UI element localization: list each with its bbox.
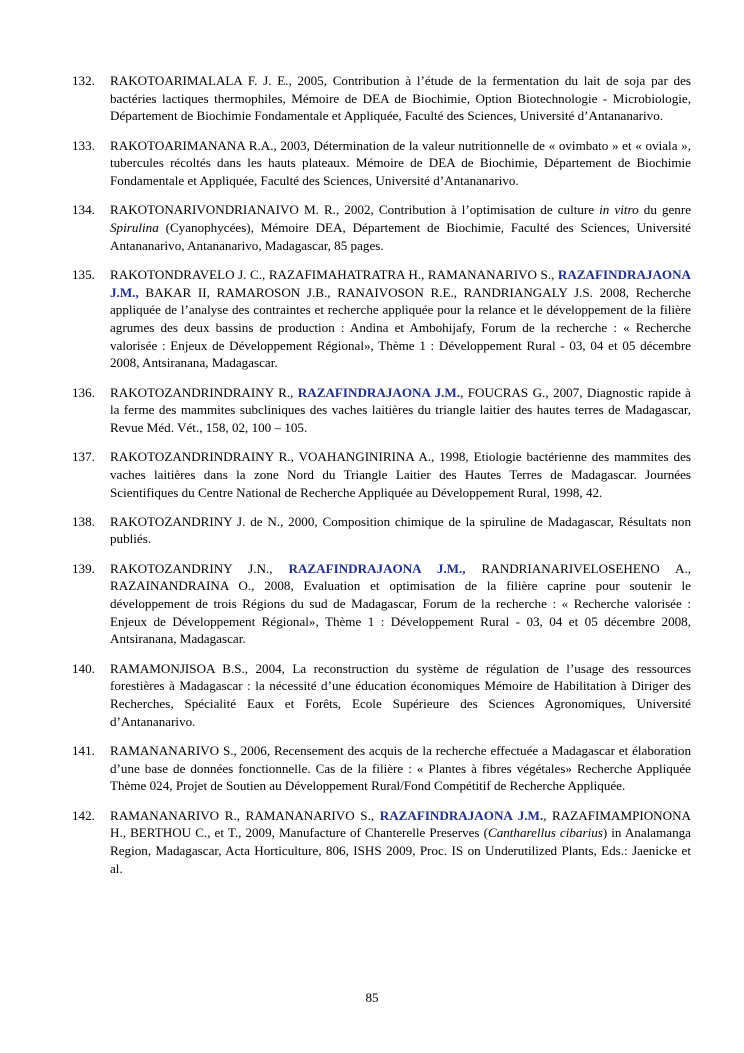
- reference-number: 133.: [72, 137, 95, 153]
- reference-text-segment: , RAZAFIMAMPIONONA H., BERTHOU C., et T., 2009, Manufacture of Chanterelle Preserves (: [110, 807, 692, 841]
- reference-entry: [72, 384, 691, 437]
- reference-number: 138.: [72, 513, 95, 529]
- reference-entry: [72, 448, 691, 501]
- reference-text: [110, 266, 691, 372]
- italic-term: in vitro: [599, 202, 639, 218]
- reference-text-segment: RAKOTOZANDRINY J. de N., 2000, Composition chimique de la spiruline de Madagascar, Résultats non publiés.: [110, 513, 691, 547]
- reference-text: [110, 660, 691, 731]
- reference-entry: [72, 72, 691, 125]
- reference-entry: [72, 560, 691, 649]
- reference-number: 132.: [72, 73, 95, 88]
- reference-text: [110, 72, 691, 125]
- reference-text-segment: , FOUCRAS G., 2007, Diagnostic rapide à la ferme des mammites subcliniques des vaches laitières du triangle laitier des hautes terres de Madagascar, Revue Méd. Vét., 158, 02, 100 – 105.: [110, 384, 691, 435]
- reference-number: 139.: [72, 560, 95, 576]
- reference-text-segment: RAKOTOARIMANANA R.A., 2003, Détermination de la valeur nutritionnelle de « ovimbato » et « oviala », tubercules récoltés dans les hauts plateaux. Mémoire de DEA de Biochimie, Département de Biochimie Fondamentale et Appliquée, Faculté des Sciences, Université d’Antananarivo.: [110, 137, 691, 189]
- reference-list: [72, 72, 691, 889]
- reference-entry: [72, 807, 691, 878]
- reference-text: [110, 807, 691, 878]
- italic-term: Spirulina: [110, 219, 159, 235]
- reference-entry: [72, 742, 691, 795]
- reference-text-segment: RAMANANARIVO S., 2006, Recensement des acquis de la recherche effectuée a Madagascar et élaboration d’une base de données fonctionnelle. Cas de la filière : « Plantes à fibres végétales» Recherche Appliquée Thème 024, Projet de Soutien au Développement Rural/Fond Compétitif de Recherche Appliquée.: [110, 743, 691, 794]
- reference-text-segment: RAMAMONJISOA B.S., 2004, La reconstruction du système de régulation de l’usage des ressources forestières à Madagascar : la nécessité d’une éducation économiques Mémoire de Habilitation à Diriger des Recherches, Spécialité Eaux et Forêts, Ecole Supérieure des Sciences Agronomiques, Université d’Antananarivo.: [110, 660, 691, 729]
- reference-text: [110, 742, 691, 795]
- page-number: 85: [365, 990, 379, 1005]
- highlighted-author: RAZAFINDRAJAONA J.M.: [379, 807, 544, 823]
- reference-text: [110, 513, 691, 548]
- reference-text: [110, 137, 691, 190]
- reference-text-segment: RANDRIANARIVELOSEHENO A., RAZAINANDRAINA O., 2008, Evaluation et optimisation de la filière caprine pour soutenir le développement de trois Régions du sud de Madagascar, Forum de la recherche : « Recherche valorisée : Enjeux de Développement Régional», Thème 1 : Développement Rural - 03, 04 et 05 décembre 2008, Antsiranana, Madagascar.: [110, 560, 691, 647]
- reference-text-segment: RAKOTOZANDRINY J.N.,: [110, 560, 289, 576]
- reference-entry: [72, 201, 691, 254]
- reference-entry: [72, 660, 691, 731]
- reference-number: 140.: [72, 660, 95, 676]
- reference-number: 136.: [72, 384, 95, 400]
- highlighted-author: RAZAFINDRAJAONA J.M.: [297, 384, 461, 400]
- reference-text-segment: du genre: [638, 202, 692, 218]
- reference-entry: [72, 513, 691, 548]
- reference-text-segment: RAKOTOZANDRINDRAINY R.,: [110, 384, 298, 400]
- reference-entry: [72, 137, 691, 190]
- reference-text-segment: RAMANANARIVO R., RAMANANARIVO S.,: [110, 807, 380, 823]
- reference-entry: [72, 266, 691, 372]
- reference-text-segment: RAKOTOARIMALALA F. J. E., 2005, Contribution à l’étude de la fermentation du lait de soja par des bactéries lactiques thermophiles, Mémoire de DEA de Biochimie, Option Biotechnologie - Microbiologie, Département de Biochimie Fondamentale et Appliquée, Faculté des Sciences, Université d’Antananarivo.: [110, 73, 691, 124]
- reference-text: [110, 448, 691, 501]
- italic-term: Cantharellus cibarius: [487, 825, 603, 841]
- reference-text-segment: BAKAR II, RAMAROSON J.B., RANAIVOSON R.E., RANDRIANGALY J.S. 2008, Recherche appliquée de l’analyse des contraintes et recherche appliquée pour la relance et le développement de la filière agrumes des deux bassins de production : Andina et Ambohijafy, Forum de la recherche : « Recherche valorisée : Enjeux de Développement Régional», Thème 1 : Développement Rural - 03, 04 et 05 décembre 2008, Antsiranana, Madagascar.: [110, 284, 691, 371]
- reference-number: 142.: [72, 807, 95, 823]
- reference-number: 141.: [72, 743, 95, 758]
- highlighted-author: RAZAFINDRAJAONA J.M.,: [110, 266, 691, 300]
- reference-text: [110, 384, 691, 437]
- reference-number: 137.: [72, 449, 95, 465]
- reference-number: 134.: [72, 202, 95, 218]
- highlighted-author: RAZAFINDRAJAONA J.M.,: [288, 560, 466, 576]
- reference-text: [110, 201, 691, 254]
- reference-text-segment: RAKOTONDRAVELO J. C., RAZAFIMAHATRATRA H., RAMANANARIVO S.,: [110, 266, 558, 282]
- reference-text-segment: RAKOTOZANDRINDRAINY R., VOAHANGINIRINA A., 1998, Etiologie bactérienne des mammites des vaches laitières dans la zone Nord du Triangle Laitier des Hautes Terres de Madagascar. Journées Scientifiques du Centre National de Recherche Appliquée au Développement Rural, 1998, 42.: [110, 449, 691, 500]
- reference-text-segment: (Cyanophycées), Mémoire DEA, Département de Biochimie, Faculté des Sciences, Université Antananarivo, Antananarivo, Madagascar, 85 pages.: [110, 219, 691, 253]
- reference-text-segment: ) in Analamanga Region, Madagascar, Acta Horticulture, 806, ISHS 2009, Proc. IS on Underutilized Plants, Eds.: Jaenicke et al.: [110, 825, 691, 876]
- reference-text: [110, 560, 691, 649]
- reference-number: 135.: [72, 266, 95, 282]
- reference-text-segment: RAKOTONARIVONDRIANAIVO M. R., 2002, Contribution à l’optimisation de culture: [110, 202, 600, 218]
